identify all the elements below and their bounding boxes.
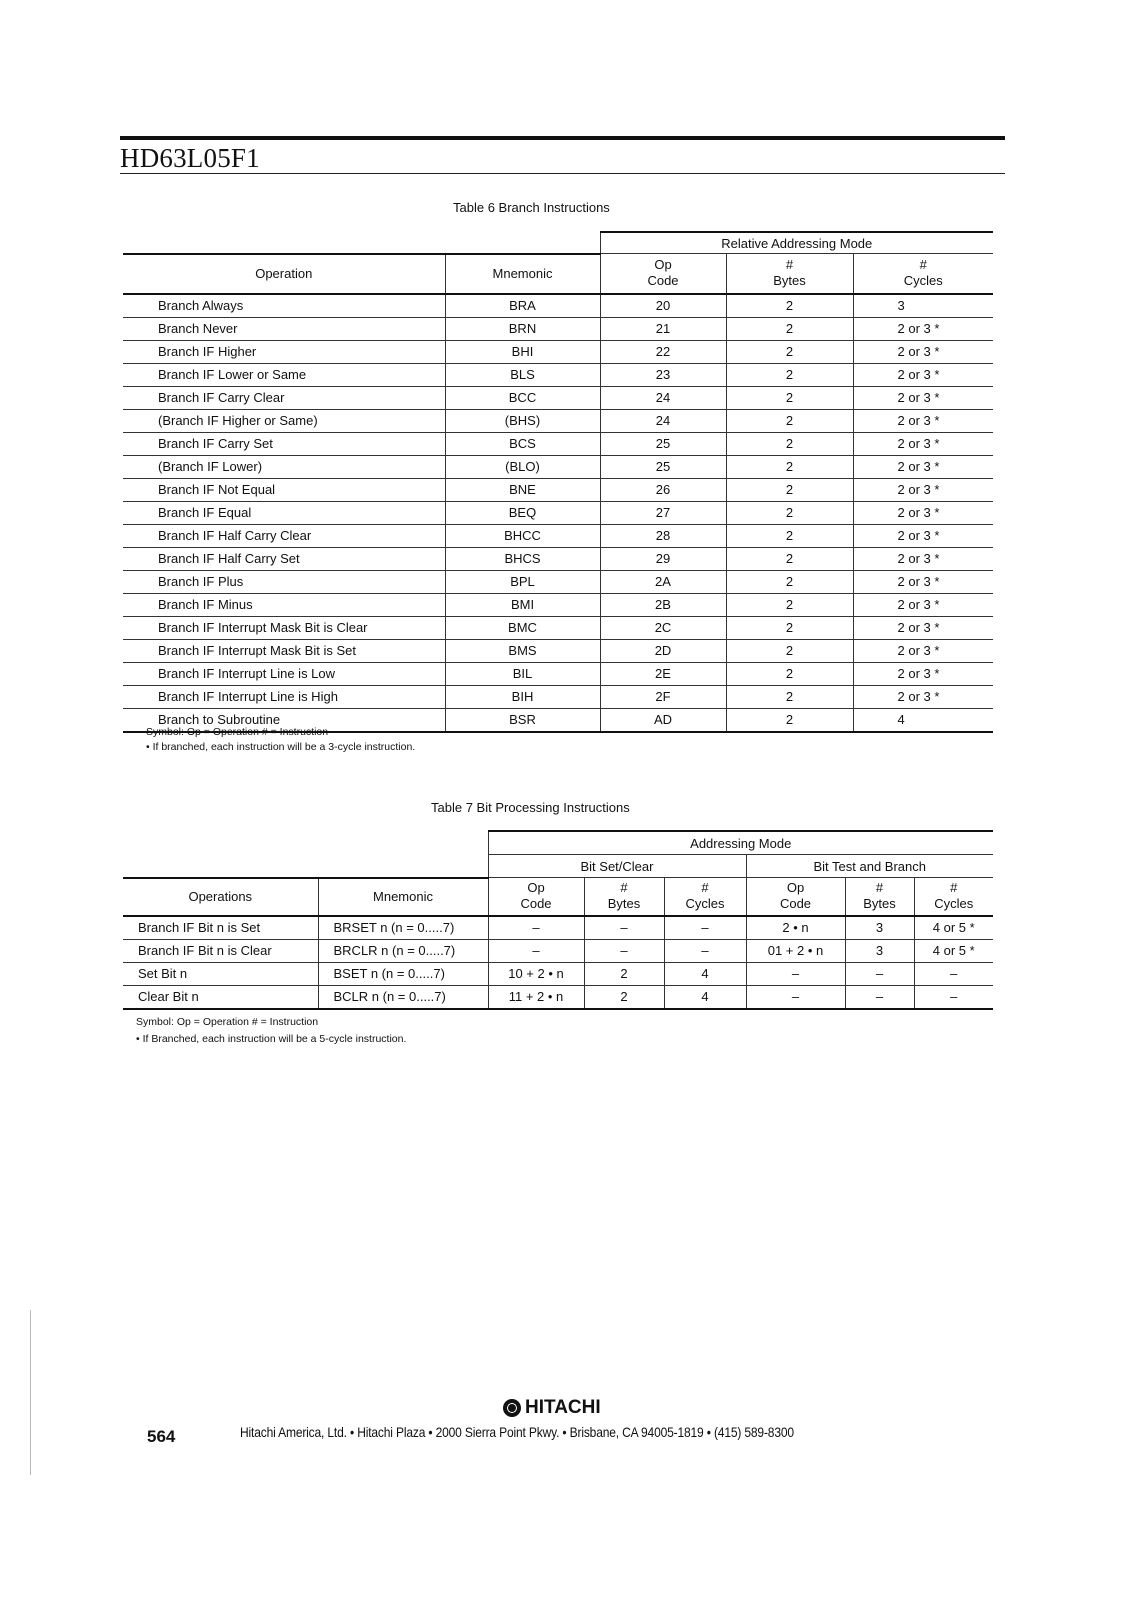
table6-cell: Branch IF Lower or Same [123,363,445,386]
table7-header-opcode-test: Op Code [746,878,845,916]
table7-cell: 4 or 5 * [914,939,993,962]
table6-cell: BHCS [445,547,600,570]
table7-cell: BRSET n (n = 0.....7) [318,916,488,940]
table6-cell: 2 [726,547,853,570]
table6-cell: 2 or 3 * [853,639,993,662]
table7-note-footnote: • If Branched, each instruction will be a 5-cycle instruction. [136,1033,407,1045]
table6-row [123,524,993,547]
table7-subheader-bit-set-clear: Bit Set/Clear [488,855,746,878]
table6-cell: 28 [600,524,726,547]
table6-cell: 23 [600,363,726,386]
table6-cell: 2 [726,386,853,409]
table6-cell: 2E [600,662,726,685]
table7-header-opcode-set: Op Code [488,878,584,916]
table7-header-cycles-set: # Cycles [664,878,746,916]
header-rule-thick [120,136,1005,140]
table6-group-header: Relative Addressing Mode [600,232,993,254]
table6-cell: Branch IF Higher [123,340,445,363]
table7-cell: 2 • n [746,916,845,940]
table7-cell: 4 or 5 * [914,916,993,940]
table6-row [123,455,993,478]
table6-cell: Branch Never [123,317,445,340]
table7-cell: – [584,916,664,940]
table6-header-mnemonic: Mnemonic [445,254,600,294]
table6-cell: Branch IF Minus [123,593,445,616]
table6-header-opcode: Op Code [600,254,726,294]
table6-cell: BMC [445,616,600,639]
table6-cell: BSR [445,708,600,732]
table6-row [123,478,993,501]
table7-header-operations: Operations [123,878,318,916]
table6-cell: 2 [726,524,853,547]
table7-cell: BCLR n (n = 0.....7) [318,985,488,1009]
table6-cell: 25 [600,432,726,455]
table7-cell: Branch IF Bit n is Clear [123,939,318,962]
table6-cell: BEQ [445,501,600,524]
table7-cell: Set Bit n [123,962,318,985]
table6-cell: 24 [600,409,726,432]
table6-cell: BMS [445,639,600,662]
table6-cell: (Branch IF Lower) [123,455,445,478]
table6-row [123,662,993,685]
table6-cell: Branch IF Carry Set [123,432,445,455]
table6-cell: 2 [726,593,853,616]
table6-cell: 2 or 3 * [853,340,993,363]
table6-cell: BMI [445,593,600,616]
table6-cell: 2 [726,294,853,318]
table6-cell: Branch IF Not Equal [123,478,445,501]
table6-cell: Branch IF Half Carry Set [123,547,445,570]
table7-row [123,962,993,985]
table6-cell: BPL [445,570,600,593]
table6-row [123,570,993,593]
table6-cell: 2 [726,685,853,708]
table6-cell: 2 or 3 * [853,363,993,386]
table6-cell: 29 [600,547,726,570]
table7-note-symbols: Symbol: Op = Operation # = Instruction [136,1016,319,1028]
table6-row [123,432,993,455]
table6-cell: 2 or 3 * [853,478,993,501]
table6-cell: AD [600,708,726,732]
table6-cell: 2 or 3 * [853,547,993,570]
table6-cell: BLS [445,363,600,386]
table6-cell: 2 [726,409,853,432]
table6-cell: 20 [600,294,726,318]
table6-header-operation: Operation [123,254,445,294]
table6-row [123,386,993,409]
table6-cell: Branch IF Interrupt Mask Bit is Clear [123,616,445,639]
hitachi-brand [503,1397,601,1419]
page-number: 564 [147,1427,176,1446]
table6-cell: 2 or 3 * [853,570,993,593]
table7-header-bytes-test: # Bytes [845,878,914,916]
table6-cell: 2 or 3 * [853,662,993,685]
table6-cell: 2 or 3 * [853,616,993,639]
table7-body [123,916,993,1009]
table6-cell: 2 or 3 * [853,524,993,547]
table7-row [123,939,993,962]
table7-cell: 01 + 2 • n [746,939,845,962]
table7-header-cycles-test: # Cycles [914,878,993,916]
table7-header-mnemonic: Mnemonic [318,878,488,916]
table6-cell: 22 [600,340,726,363]
table6-cell: 3 [853,294,993,318]
table6-cell: 2B [600,593,726,616]
table6-row [123,616,993,639]
table6-cell: Branch IF Half Carry Clear [123,524,445,547]
table7-cell: – [845,985,914,1009]
table6-cell: 2 [726,317,853,340]
table7-cell: 3 [845,916,914,940]
branch-instructions-table [123,231,993,733]
table6-cell: (BLO) [445,455,600,478]
table6-cell: 2 [726,662,853,685]
table6-cell: 24 [600,386,726,409]
table7-cell: – [664,939,746,962]
table6-row [123,685,993,708]
hitachi-logo-icon [503,1399,521,1417]
table7-cell: – [746,962,845,985]
table7-cell: 10 + 2 • n [488,962,584,985]
table7-row [123,916,993,940]
table6-cell: 2 [726,432,853,455]
table6-note-symbols: Symbol: Op = Operation # = Instruction [146,726,329,738]
table7-cell: – [845,962,914,985]
document-title: HD63L05F1 [120,143,260,173]
table6-cell: 2 or 3 * [853,455,993,478]
table6-cell: 2 [726,363,853,386]
table6-row [123,547,993,570]
table6-cell: 2F [600,685,726,708]
table6-cell: 4 [853,708,993,732]
table6-caption: Table 6 Branch Instructions [453,200,610,215]
brand-name: HITACHI [525,1397,601,1418]
table6-cell: BHI [445,340,600,363]
table6-cell: BRA [445,294,600,318]
table6-cell: 25 [600,455,726,478]
table7-cell: BSET n (n = 0.....7) [318,962,488,985]
table6-cell: 26 [600,478,726,501]
table6-row [123,501,993,524]
table6-cell: Branch to Subroutine [123,708,445,732]
table6-cell: Branch IF Interrupt Line is Low [123,662,445,685]
table6-row [123,317,993,340]
header-rule-thin [120,173,1005,174]
table6-cell: Branch IF Carry Clear [123,386,445,409]
table6-cell: BIL [445,662,600,685]
bit-processing-table [123,830,993,1010]
table7-group-header: Addressing Mode [488,831,993,855]
table6-row [123,593,993,616]
table7-cell: 2 [584,985,664,1009]
table6-cell: 2 [726,478,853,501]
table6-row [123,409,993,432]
table7-cell: 11 + 2 • n [488,985,584,1009]
table6-cell: 2A [600,570,726,593]
table7-cell: – [914,985,993,1009]
table6-row [123,363,993,386]
company-address: Hitachi America, Ltd. • Hitachi Plaza • 2000 Sierra Point Pkwy. • Brisbane, CA 94005-1819 • (415) 589-8300 [240,1424,794,1440]
table6-cell: 2 or 3 * [853,409,993,432]
table7-cell: BRCLR n (n = 0.....7) [318,939,488,962]
table6-cell: BHCC [445,524,600,547]
table6-cell: 2 [726,570,853,593]
table7-cell: – [914,962,993,985]
table6-cell: 2D [600,639,726,662]
table7-cell: – [664,916,746,940]
table7-row [123,985,993,1009]
table6-cell: 2C [600,616,726,639]
table6-cell: (Branch IF Higher or Same) [123,409,445,432]
table6-cell: 2 [726,616,853,639]
table6-row [123,294,993,318]
table6-cell: BIH [445,685,600,708]
table7-cell: – [584,939,664,962]
table6-cell: 2 or 3 * [853,432,993,455]
table6-cell: 2 or 3 * [853,685,993,708]
table6-body [123,294,993,732]
table7-cell: 4 [664,985,746,1009]
table6-cell: BCS [445,432,600,455]
table7-caption: Table 7 Bit Processing Instructions [431,800,630,815]
table6-cell: 2 or 3 * [853,317,993,340]
table6-cell: Branch IF Interrupt Mask Bit is Set [123,639,445,662]
table6-header-cycles: # Cycles [853,254,993,294]
table7-subheader-bit-test-branch: Bit Test and Branch [746,855,993,878]
table6-cell: Branch Always [123,294,445,318]
table6-cell: 21 [600,317,726,340]
table7-cell: Branch IF Bit n is Set [123,916,318,940]
table6-cell: 2 [726,708,853,732]
table6-note-footnote: • If branched, each instruction will be a 3-cycle instruction. [146,741,416,753]
table6-cell: 2 or 3 * [853,501,993,524]
table7-cell: – [488,939,584,962]
table6-row [123,639,993,662]
table6-row [123,340,993,363]
table7-cell: 3 [845,939,914,962]
table6-cell: 2 or 3 * [853,386,993,409]
table6-cell: BCC [445,386,600,409]
table6-cell: BNE [445,478,600,501]
table6-cell: Branch IF Plus [123,570,445,593]
table6-cell: 2 or 3 * [853,593,993,616]
table7-cell: – [488,916,584,940]
table6-cell: 2 [726,340,853,363]
table6-cell: 2 [726,639,853,662]
table7-header-bytes-set: # Bytes [584,878,664,916]
table6-cell: 27 [600,501,726,524]
table6-cell: (BHS) [445,409,600,432]
table6-cell: Branch IF Interrupt Line is High [123,685,445,708]
table6-cell: 2 [726,501,853,524]
table6-header-bytes: # Bytes [726,254,853,294]
table6-cell: BRN [445,317,600,340]
scan-margin-line [30,1310,31,1475]
table6-cell: 2 [726,455,853,478]
table7-cell: 2 [584,962,664,985]
table7-cell: 4 [664,962,746,985]
table7-cell: – [746,985,845,1009]
table6-cell: Branch IF Equal [123,501,445,524]
table7-cell: Clear Bit n [123,985,318,1009]
